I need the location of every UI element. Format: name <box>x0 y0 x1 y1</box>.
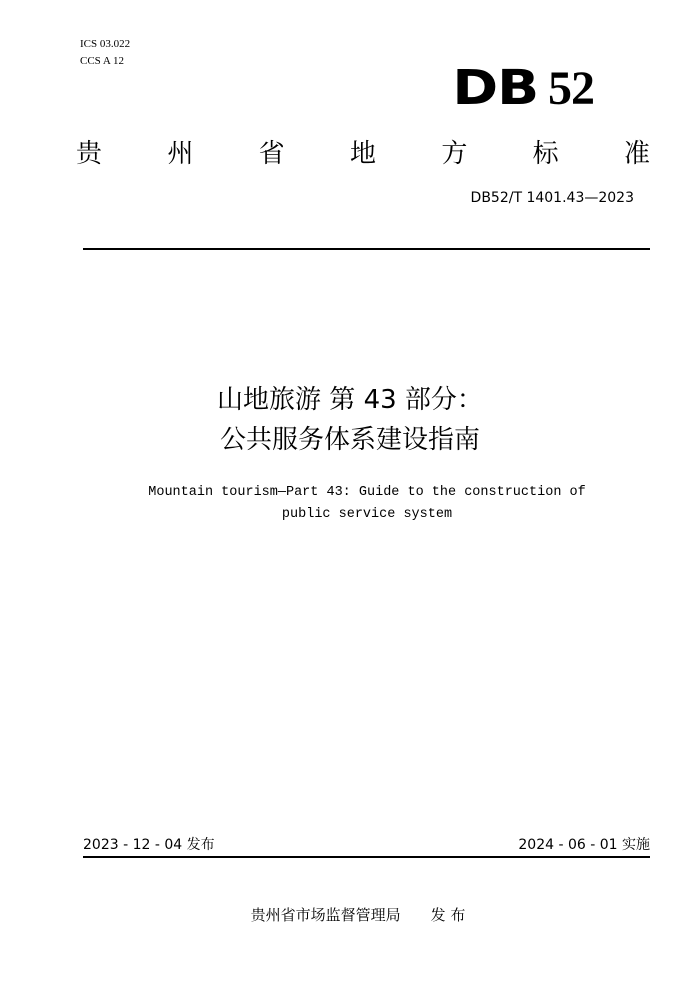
issue-date: 2023 - 12 - 04 发布 <box>83 837 215 853</box>
standard-type-char: 州 <box>167 139 194 169</box>
chinese-title <box>0 380 700 460</box>
standard-type-heading <box>76 134 650 174</box>
publisher-name: 贵州省市场监督管理局 <box>250 906 401 924</box>
standard-type-char: 方 <box>441 139 468 169</box>
publisher-line <box>0 904 700 925</box>
standard-number: DB52/T 1401.43—2023 <box>470 190 634 206</box>
chinese-title-line: 山地旅游 第 43 部分： <box>217 385 483 415</box>
english-title-line: Mountain tourism—Part 43: Guide to the construction of <box>148 485 586 500</box>
english-title <box>0 482 700 526</box>
bottom-divider <box>83 856 650 858</box>
top-divider <box>83 248 650 250</box>
implementation-date: 2024 - 06 - 01 实施 <box>518 837 650 853</box>
standard-type-char: 省 <box>258 139 285 169</box>
standard-type-char: 标 <box>532 139 559 169</box>
english-title-line: public service system <box>281 507 453 522</box>
publish-word: 发 布 <box>430 906 466 924</box>
db-logo <box>452 58 594 119</box>
ics-code: ICS 03.022 <box>80 38 131 50</box>
db-logo-letters: DB <box>452 60 538 116</box>
db-logo-number: 52 <box>548 62 594 115</box>
ccs-code: CCS A 12 <box>80 55 125 67</box>
standard-type-char: 准 <box>623 139 650 169</box>
standard-type-char: 地 <box>349 139 376 169</box>
chinese-title-line: 公共服务体系建设指南 <box>219 425 480 455</box>
standard-type-char: 贵 <box>76 139 103 169</box>
classification-codes <box>80 36 130 70</box>
